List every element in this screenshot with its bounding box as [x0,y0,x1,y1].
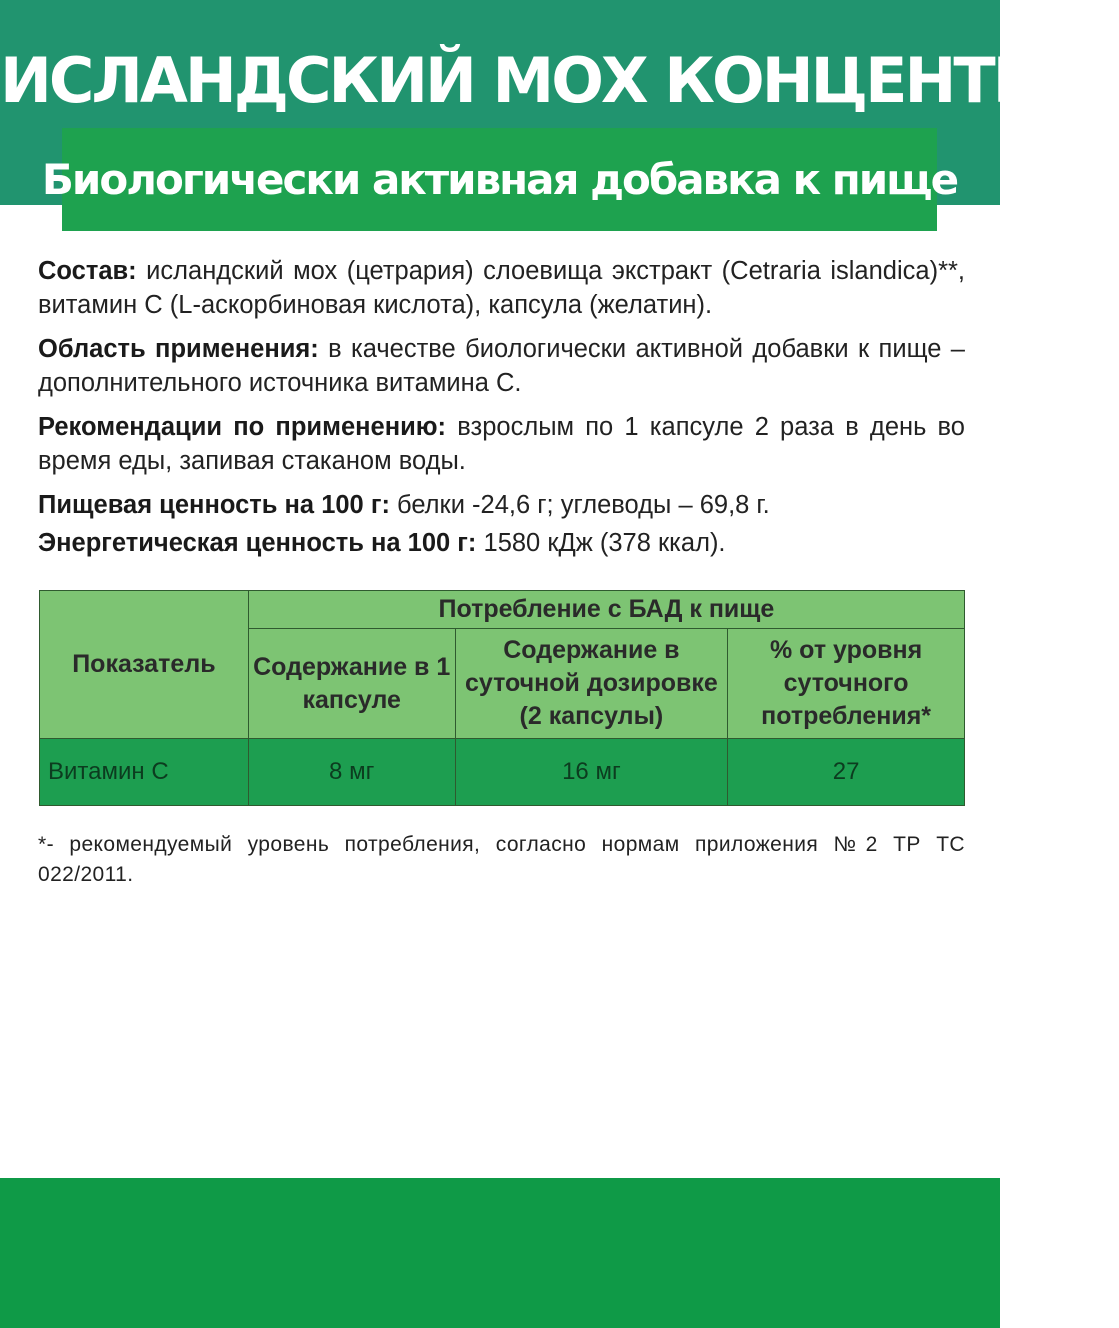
nutrition-table [39,590,965,806]
recommendations-paragraph [38,410,965,478]
recommendations-label: Рекомендации по применению: [38,413,447,441]
subtitle: Биологически активная добавка к пище [41,155,958,204]
recommendations-text: взрослым по 1 капсуле 2 раза в день во время еды, запивая стаканом воды. [38,413,965,475]
cell-indicator: Витамин С [40,739,249,806]
header-indicator: Показатель [40,591,249,739]
footnote: *- рекомендуемый уровень потребления, согласно нормам приложения №2 ТР ТС 022/2011. [38,833,965,886]
table-header-row [40,591,965,629]
product-info [38,254,965,570]
application-paragraph [38,332,965,400]
energy-label: Энергетическая ценность на 100 г: [38,529,477,557]
header-group: Потребление с БАД к пище [248,591,964,629]
composition-label: Состав: [38,257,137,285]
energy-paragraph [38,526,965,560]
header-daily-dose: Содержание в суточной дозировке (2 капсулы) [455,629,728,739]
subtitle-banner [41,128,958,231]
footer-band [0,1178,1000,1328]
composition-text: исландский мох (цетрария) слоевища экстракт (Cetraria islandica)**, витамин С (L-аскорбиновая кислота), капсула (желатин). [38,257,965,319]
table-row [40,739,965,806]
cell-per-capsule: 8 мг [248,739,455,806]
application-label: Область применения: [38,335,319,363]
nutrition-paragraph [38,488,965,522]
nutrition-label: Пищевая ценность на 100 г: [38,491,390,519]
energy-text: 1580 кДж (378 ккал). [476,529,726,557]
cell-percent: 27 [728,739,965,806]
nutrition-text: белки -24,6 г; углеводы – 69,8 г. [389,491,770,519]
cell-daily-dose: 16 мг [455,739,728,806]
composition-paragraph [38,254,965,322]
header-percent: % от уровня суточного потребления* [728,629,965,739]
header-per-capsule: Содержание в 1 капсуле [248,629,455,739]
application-text: в качестве биологически активной добавки к пище – дополнительного источника витамина С. [38,335,965,397]
page-title: ИСЛАНДСКИЙ МОХ КОНЦЕНТРАТ [0,44,1119,117]
